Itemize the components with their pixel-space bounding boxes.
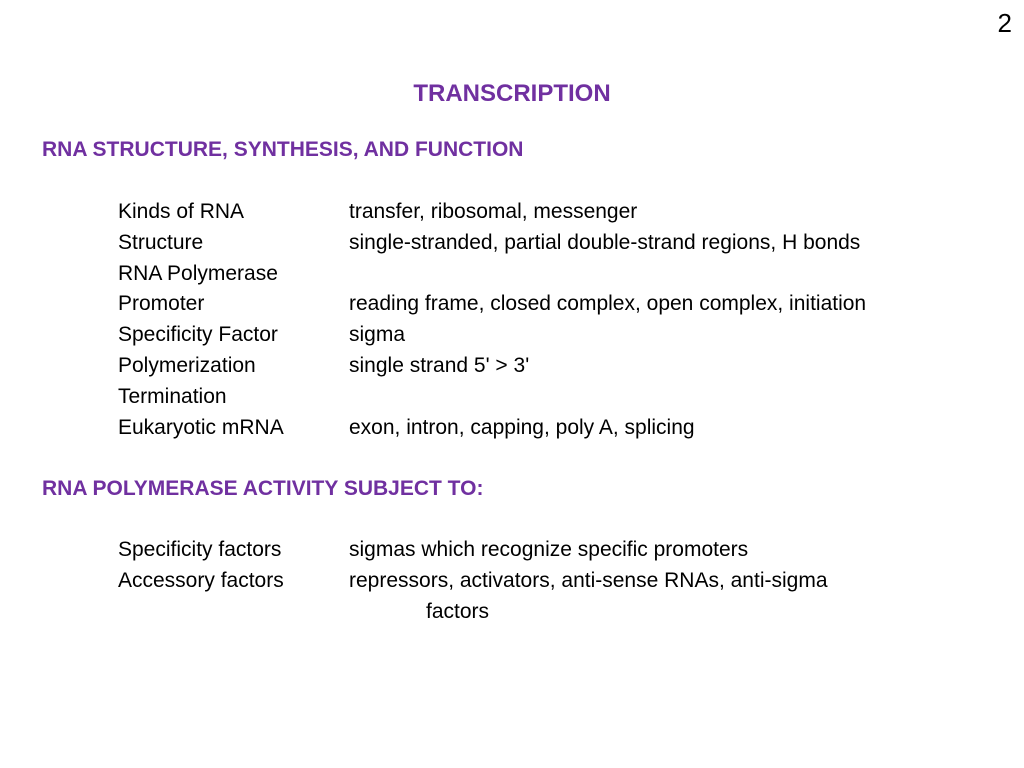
definition-term: Promoter bbox=[118, 292, 205, 316]
definition-term: Polymerization bbox=[118, 353, 256, 377]
definition-description: sigma bbox=[349, 323, 406, 347]
section-heading-polymerase-activity: RNA POLYMERASE ACTIVITY SUBJECT TO: bbox=[42, 477, 484, 500]
definition-description: exon, intron, capping, poly A, splicing bbox=[349, 415, 695, 439]
section-heading-rna-structure: RNA STRUCTURE, SYNTHESIS, AND FUNCTION bbox=[42, 138, 524, 161]
definition-term: Specificity Factor bbox=[118, 323, 278, 347]
definition-description-continuation: factors bbox=[426, 599, 490, 623]
definition-term: Accessory factors bbox=[118, 568, 284, 592]
page-title: TRANSCRIPTION bbox=[413, 80, 611, 107]
definition-description: repressors, activators, anti-sense RNAs, anti-sigma bbox=[349, 568, 828, 592]
definition-term: Kinds of RNA bbox=[118, 200, 245, 223]
definition-description: sigmas which recognize specific promoters bbox=[349, 538, 749, 561]
definition-term: Specificity factors bbox=[118, 538, 282, 561]
definition-description: single-stranded, partial double-strand regions, H bonds bbox=[349, 230, 861, 254]
definition-description: reading frame, closed complex, open complex, initiation bbox=[349, 292, 867, 316]
definition-term: RNA Polymerase bbox=[118, 261, 278, 285]
definition-term: Eukaryotic mRNA bbox=[118, 415, 284, 439]
definition-description: single strand 5' > 3' bbox=[349, 353, 530, 377]
page-number: 2 bbox=[997, 8, 1012, 38]
definition-term: Structure bbox=[118, 230, 204, 254]
definition-term: Termination bbox=[118, 384, 227, 408]
definition-description: transfer, ribosomal, messenger bbox=[349, 200, 638, 223]
